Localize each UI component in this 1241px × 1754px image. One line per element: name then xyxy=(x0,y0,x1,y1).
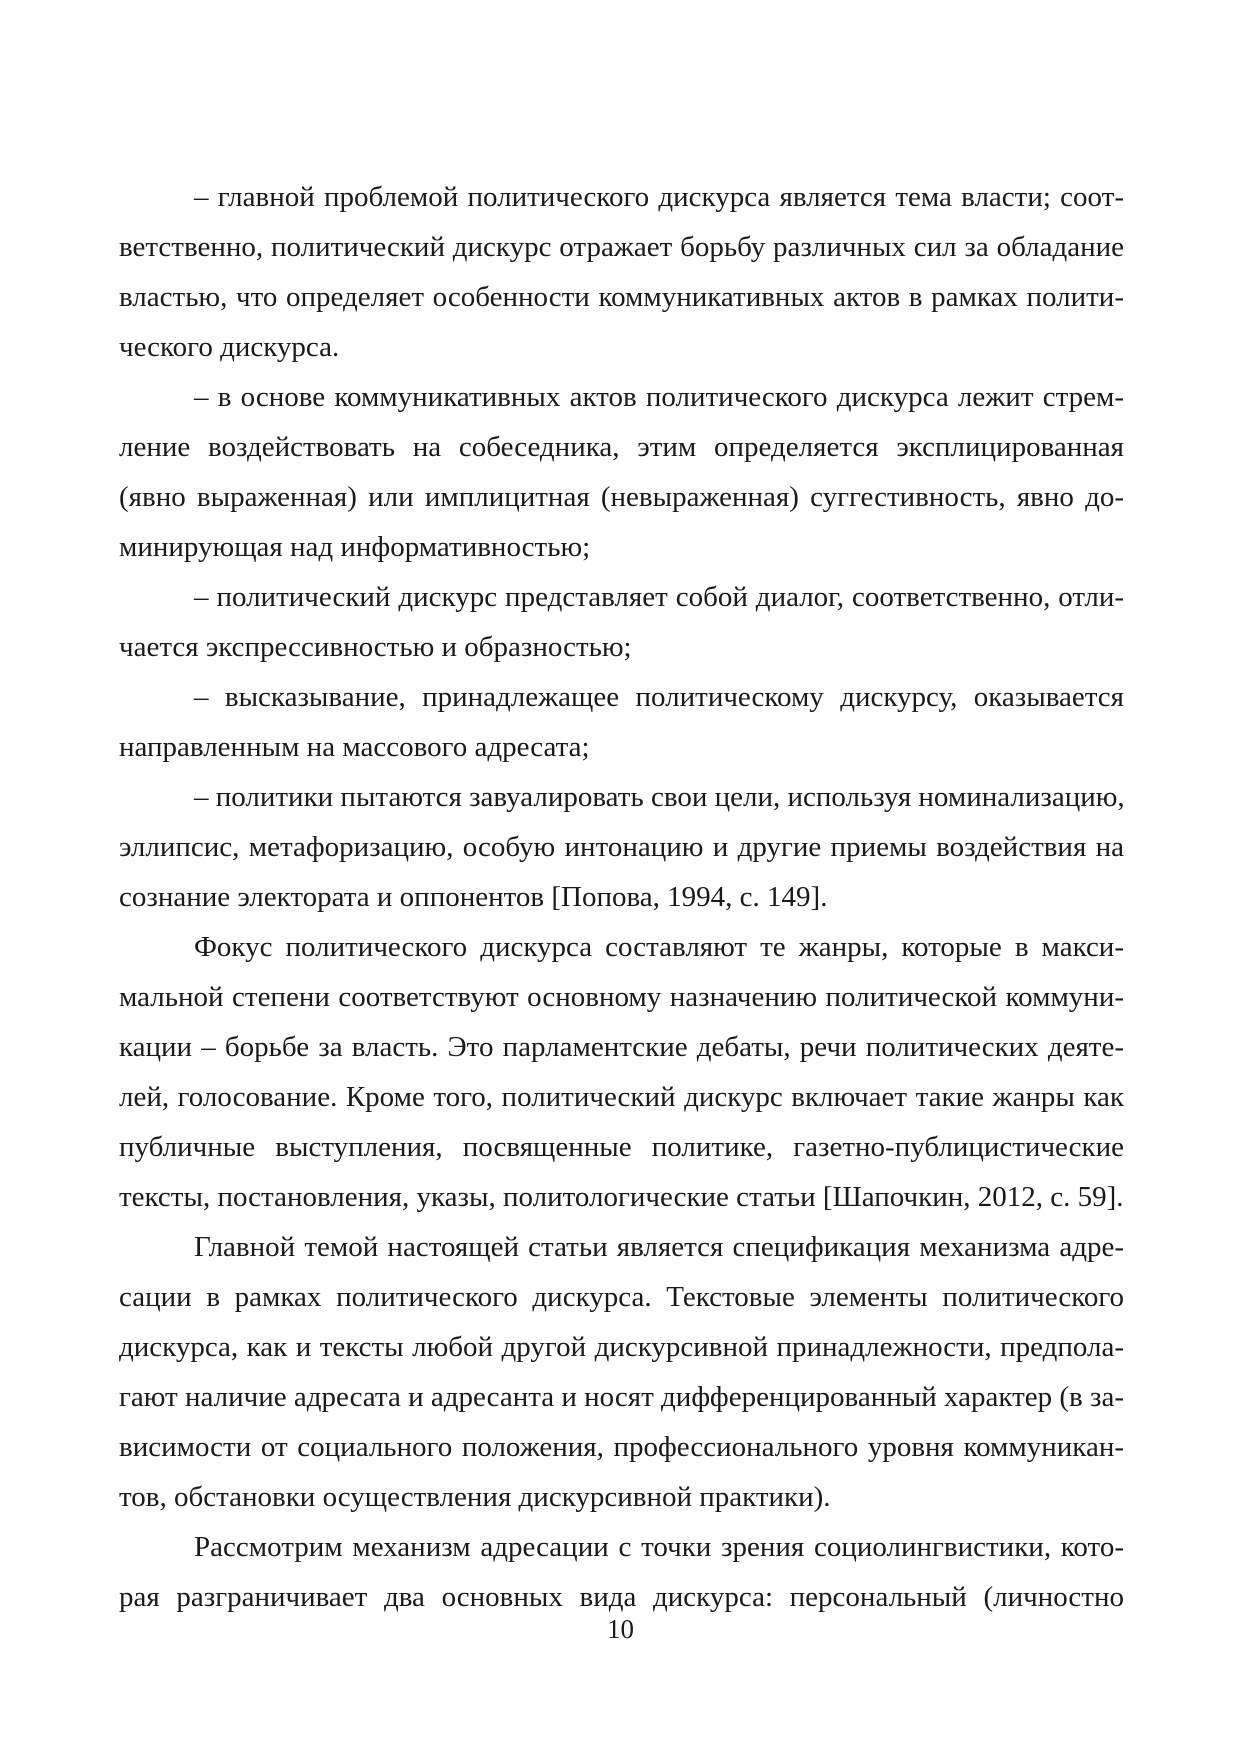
text-line: ческого дискурса. xyxy=(119,331,340,363)
text-line: – высказывание, принадлежащее политическому дискурсу, оказывается xyxy=(194,681,1124,713)
text-line: лей, голосование. Кроме того, политический дискурс включает такие жанры как xyxy=(119,1081,1124,1113)
body-text xyxy=(119,172,1124,1622)
text-line: направленным на массового адресата; xyxy=(119,731,590,763)
text-line: минирующая над информативностью; xyxy=(119,531,591,563)
text-line: тексты, постановления, указы, политологические статьи [Шапочкин, 2012, с. 59]. xyxy=(119,1181,1124,1213)
text-line: Фокус политического дискурса составляют те жанры, которые в макси- xyxy=(194,931,1124,963)
text-line: сации в рамках политического дискурса. Текстовые элементы политического xyxy=(119,1281,1124,1313)
text-line: рая разграничивает два основных вида дискурса: персональный (личностно xyxy=(119,1581,1124,1613)
text-line: чается экспрессивностью и образностью; xyxy=(119,631,632,663)
text-line: сознание электората и оппонентов [Попова, 1994, с. 149]. xyxy=(119,881,828,913)
text-line: мальной степени соответствуют основному назначению политической коммуни- xyxy=(119,981,1124,1013)
text-line: публичные выступления, посвященные политике, газетно-публицистические xyxy=(119,1131,1124,1163)
text-line: (явно выраженная) или имплицитная (невыраженная) суггестивность, явно до- xyxy=(119,481,1124,513)
text-line: властью, что определяет особенности коммуникативных актов в рамках полити- xyxy=(119,281,1124,313)
text-line: дискурса, как и тексты любой другой дискурсивной принадлежности, предпола- xyxy=(119,1331,1124,1363)
text-line: ление воздействовать на собеседника, этим определяется эксплицированная xyxy=(119,431,1124,463)
text-line: – в основе коммуникативных актов политического дискурса лежит стрем- xyxy=(194,381,1124,413)
text-line: – главной проблемой политического дискурса является тема власти; соот- xyxy=(194,181,1124,213)
text-line: – политический дискурс представляет собой диалог, соответственно, отли- xyxy=(194,581,1124,613)
text-line: ветственно, политический дискурс отражает борьбу различных сил за обладание xyxy=(119,231,1124,263)
text-line: Главной темой настоящей статьи является спецификация механизма адре- xyxy=(194,1231,1124,1263)
text-line: тов, обстановки осуществления дискурсивной практики). xyxy=(119,1481,831,1513)
text-line: кации – борьбе за власть. Это парламентские дебаты, речи политических деяте- xyxy=(119,1031,1124,1063)
page-number: 10 xyxy=(607,1614,634,1644)
text-line: эллипсис, метафоризацию, особую интонацию и другие приемы воздействия на xyxy=(119,831,1124,863)
text-line: – политики пытаются завуалировать свои цели, используя номинализацию, xyxy=(194,781,1125,813)
text-line: Рассмотрим механизм адресации с точки зрения социолингвистики, кото- xyxy=(194,1531,1124,1563)
text-line: висимости от социального положения, профессионального уровня коммуникан- xyxy=(119,1431,1124,1463)
text-line: гают наличие адресата и адресанта и носят дифференцированный характер (в за- xyxy=(119,1381,1124,1413)
